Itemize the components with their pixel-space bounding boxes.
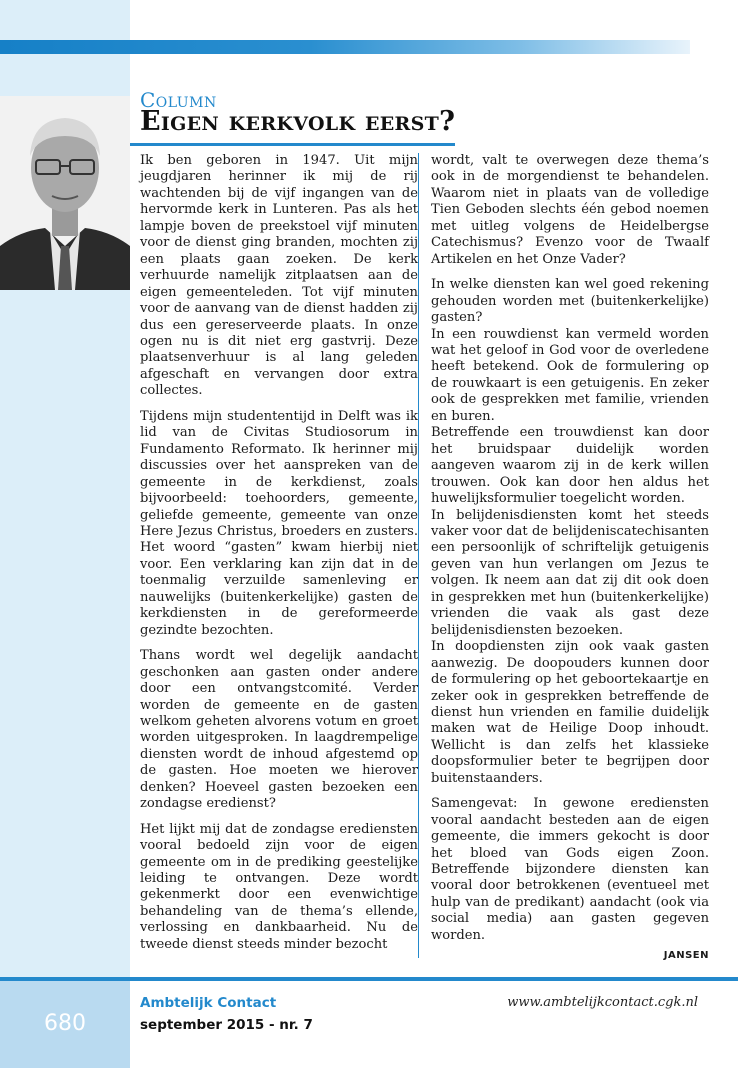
paragraph: In doopdiensten zijn ook vaak gasten aanwezig. De doopouders kunnen door de formulering op het geboortekaartje en zeker ook in gesprekken betreffende de dienst hun vrienden en familie duidelijk maken wat de Heilige Doop inhoudt. Wellicht is dan zelfs het klassieke doopsformulier beter te begrijpen door buitenstaanders. xyxy=(431,639,709,786)
paragraph: Het lijkt mij dat de zondagse erediensten vooral bedoeld zijn voor de eigen gemeente om in de prediking geestelijke leiding te ontvangen. Deze wordt gekenmerkt door een evenwichtige behandeling van de thema’s ellende, verlossing en dankbaarheid. Nu de tweede dienst steeds minder bezocht xyxy=(140,821,418,952)
author-photo xyxy=(0,96,130,290)
column-divider xyxy=(418,153,419,958)
author-signature: JANSEN xyxy=(663,950,709,962)
author-portrait-image xyxy=(0,96,130,290)
paragraph: In belijdenisdiensten komt het steeds vaker voor dat de belijdeniscatechisanten een persoonlijk of schriftelijk getuigenis geven van hun verlangen om Jezus te volgen. Ik neem aan dat zij dit ook doen in gesprekken met hun (buitenkerkelijke) vrienden die vaak als gast deze belijdenisdiensten bezoeken. xyxy=(431,507,709,638)
top-gradient-bar xyxy=(0,40,690,54)
website-link[interactable]: www.ambtelijkcontact.cgk.nl xyxy=(507,995,698,1010)
title-underline xyxy=(130,143,455,146)
article-column-right xyxy=(431,153,709,965)
paragraph: In een rouwdienst kan vermeld worden wat het geloof in God voor de overledene heeft betekend. Ook de formulering op de rouwkaart is een getuigenis. En zeker ook de gesprekken met familie, vrienden en buren. xyxy=(431,326,709,424)
article-column-left xyxy=(140,153,418,962)
column-kicker: Column xyxy=(140,88,217,112)
paragraph: Tijdens mijn studententijd in Delft was ik lid van de Civitas Studiosorum in Fundamento Reformato. Ik herinner mij discussies over het aanspreken van de gemeente in de kerkdienst, zoals bijvoorbeeld: toehoorders, gemeente, geliefde gemeente, gemeente van onze Here Jezus Christus, broeders en zusters. Het woord “gasten” kwam hierbij niet voor. Een verklaring kan zijn dat in de toenmalig verzuilde samenleving er nauwelijks (buitenkerkelijke) gasten de kerkdiensten in de gereformeerde gezindte bezochten. xyxy=(140,408,418,638)
article-title: Eigen kerkvolk eerst? xyxy=(140,106,456,137)
paragraph: Samengevat: In gewone erediensten vooral aandacht besteden aan de eigen gemeente, die immers gekocht is door het bloed van Gods eigen Zoon. Betreffende bijzondere diensten kan vooral door betrokkenen (eventueel met hulp van de predikant) aandacht (ook via social media) aan gasten gegeven worden. xyxy=(431,796,709,943)
paragraph: Ik ben geboren in 1947. Uit mijn jeugdjaren herinner ik mij de rij wachtenden bij de vijf ingangen van de hervormde kerk in Lunteren. Pas als het lampje boven de preekstoel vijf minuten voor de dienst ging branden, mochten zij een plaats gaan zoeken. De kerk verhuurde namelijk zitplaatsen aan de eigen gemeenteleden. Tot vijf minuten voor de aanvang van de dienst hadden zij dus een gereserveerde plaats. In onze ogen nu is dit niet erg gastvrij. Deze plaatsenverhuur is al lang geleden afgeschaft en vervangen door extra collectes. xyxy=(140,153,418,399)
issue-info: september 2015 - nr. 7 xyxy=(140,1017,313,1033)
paragraph: wordt, valt te overwegen deze thema’s ook in de morgendienst te behandelen. Waarom niet in plaats van de volledige Tien Geboden slechts één gebod noemen met uitleg volgens de Heidelbergse Catechismus? Evenzo voor de Twaalf Artikelen en het Onze Vader? xyxy=(431,153,709,267)
magazine-name: Ambtelijk Contact xyxy=(140,995,277,1011)
top-margin xyxy=(130,0,738,40)
paragraph: Betreffende een trouwdienst kan door het bruidspaar duidelijk worden aangeven waarom zij in de kerk willen trouwen. Ook kan door hen aldus het huwelijksformulier toegelicht worden. xyxy=(431,425,709,507)
paragraph: In welke diensten kan wel goed rekening gehouden worden met (buitenkerkelijke) gasten? xyxy=(431,277,709,326)
page-number: 680 xyxy=(44,1011,86,1036)
paragraph: Thans wordt wel degelijk aandacht geschonken aan gasten onder andere door een ontvangstcomité. Verder worden de gemeente en de gasten welkom geheten alvorens votum en groet worden uitgesproken. In laagdrempelige diensten wordt de inhoud afgestemd op de gasten. Hoe moeten we hierover denken? Hoeveel gasten bezoeken een zondagse eredienst? xyxy=(140,648,418,812)
